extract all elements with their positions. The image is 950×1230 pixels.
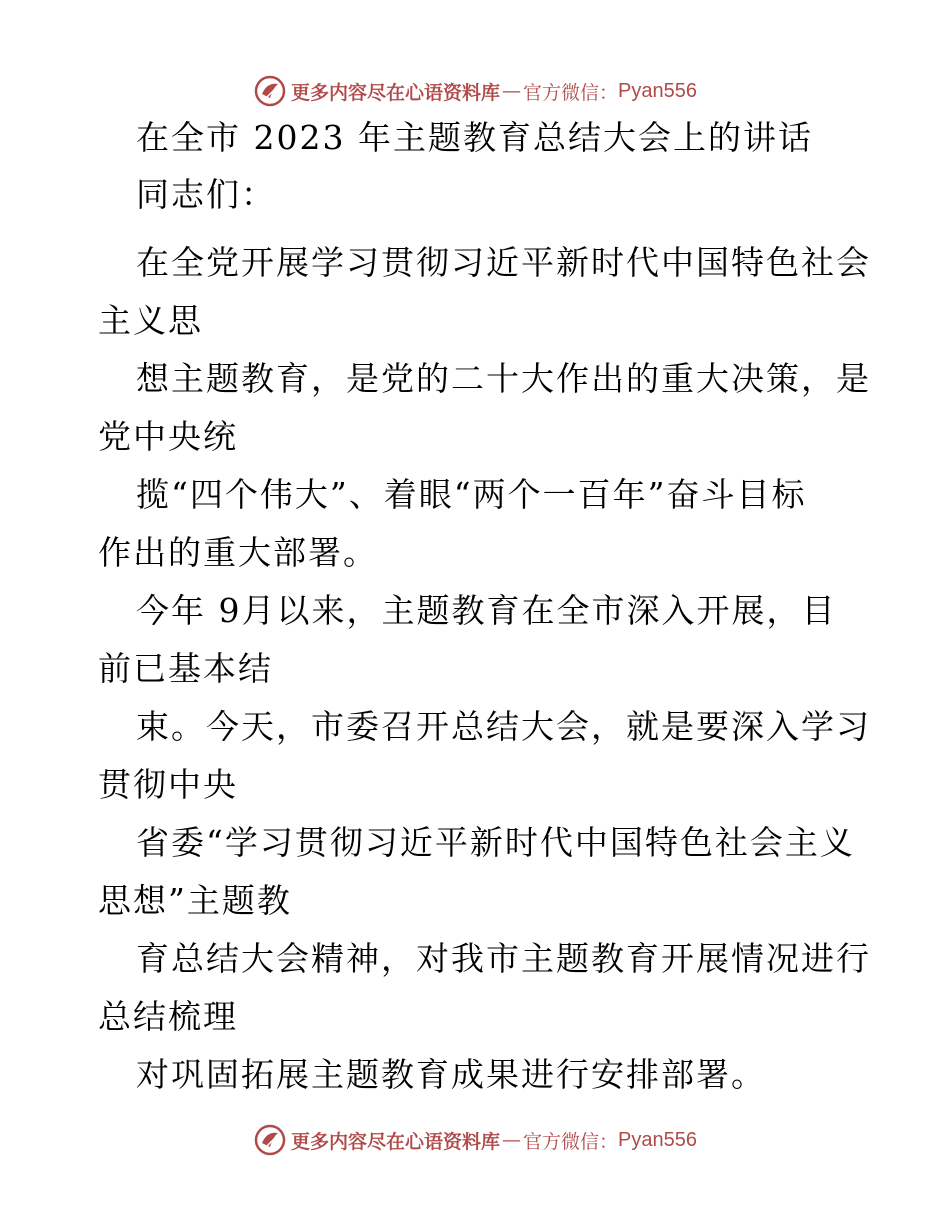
text-line: 总结梳理 <box>98 997 238 1036</box>
header-banner <box>0 71 950 111</box>
text-line: 想主题教育，是党的二十大作出的重大决策，是 <box>136 359 871 398</box>
salutation: 同志们： <box>136 175 276 214</box>
text-line: 贯彻中央 <box>98 765 238 804</box>
text-line: 对巩固拓展主题教育成果进行安排部署。 <box>136 1055 766 1094</box>
text-line: 党中央统 <box>98 417 238 456</box>
text-line: 前已基本结 <box>98 649 273 688</box>
banner-separator: — <box>502 1129 522 1151</box>
banner-separator: — <box>502 80 522 102</box>
text-line: 束。今天，市委召开总结大会，就是要深入学习 <box>136 707 871 746</box>
text-line: 主义思 <box>98 301 203 340</box>
text-line: 在全党开展学习贯彻习近平新时代中国特色社会 <box>136 243 871 282</box>
text-line: 育总结大会精神，对我市主题教育开展情况进行 <box>136 939 871 978</box>
official-wechat-label: 官方微信： <box>523 81 619 104</box>
footer-banner <box>0 1120 950 1160</box>
promo-text: 更多内容尽在心语资料库 <box>291 81 501 104</box>
brand-logo-icon <box>253 1123 287 1157</box>
text-line: 省委“学习贯彻习近平新时代中国特色社会主义 <box>136 823 855 862</box>
wechat-id: Pyan556 <box>618 1128 697 1151</box>
text-line: 揽“四个伟大”、着眼“两个一百年”奋斗目标 <box>136 475 807 514</box>
text-line: 作出的重大部署。 <box>98 533 378 572</box>
promo-text: 更多内容尽在心语资料库 <box>291 1130 501 1153</box>
document-title: 在全市 2023 年主题教育总结大会上的讲话 <box>136 118 813 157</box>
text-line: 今年 9月以来，主题教育在全市深入开展，目 <box>136 591 837 630</box>
text-line: 思想”主题教 <box>98 881 292 920</box>
wechat-id: Pyan556 <box>618 79 697 102</box>
official-wechat-label: 官方微信： <box>523 1130 619 1153</box>
brand-logo-icon <box>253 74 287 108</box>
